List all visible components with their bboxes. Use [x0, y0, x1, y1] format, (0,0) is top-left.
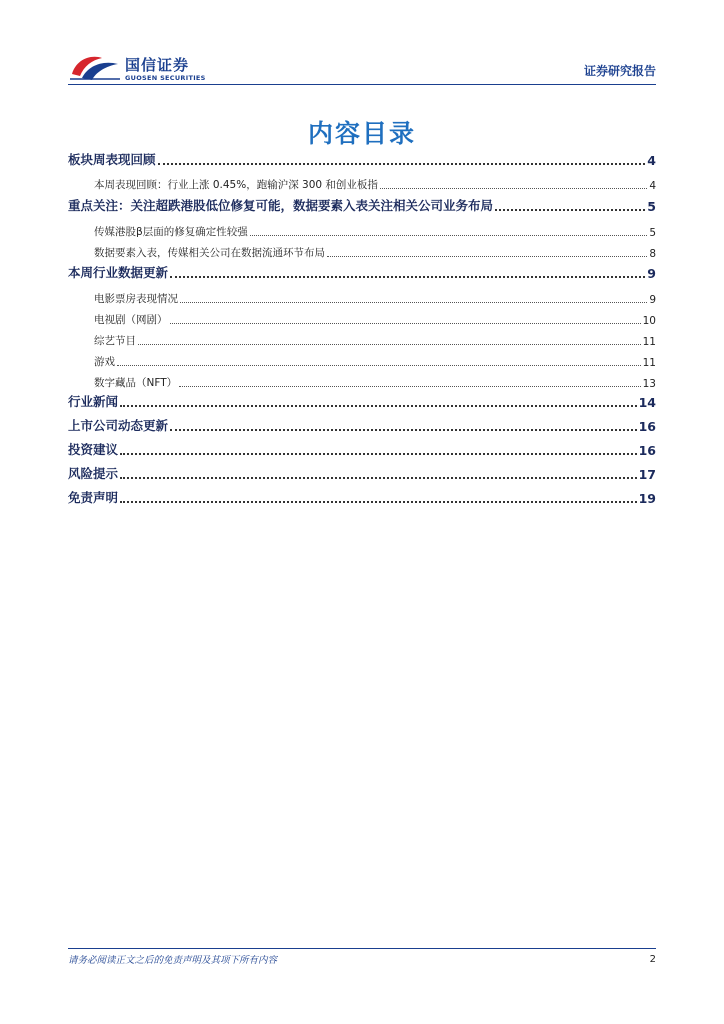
toc-entry-subsection[interactable] [68, 290, 656, 306]
company-logo [68, 52, 228, 86]
toc-dot-leader [138, 344, 641, 345]
toc-dot-leader [158, 163, 646, 165]
header-divider [68, 84, 656, 85]
toc-entry-section[interactable] [68, 263, 656, 281]
logo-text-cn: 国信证券 [125, 56, 190, 74]
toc-entry-page: 8 [649, 248, 656, 260]
toc-entry-section[interactable] [68, 464, 656, 482]
toc-entry-subsection[interactable] [68, 223, 656, 239]
toc-entry-subsection[interactable] [68, 353, 656, 369]
toc-entry-subsection[interactable] [68, 374, 656, 390]
toc-entry-subsection[interactable] [68, 244, 656, 260]
toc-entry-title: 板块周表现回顾 [68, 152, 156, 167]
page-number: 2 [649, 954, 656, 965]
toc-dot-leader [170, 429, 637, 431]
toc-title: 内容目录 [307, 119, 416, 148]
toc-entry-section[interactable] [68, 488, 656, 506]
toc-entry-page: 19 [638, 491, 656, 506]
toc-entry-page: 9 [647, 266, 656, 281]
toc-entry-page: 4 [649, 180, 656, 192]
toc-entry-subsection[interactable] [68, 332, 656, 348]
toc-entry-page: 11 [642, 357, 656, 369]
toc-dot-leader [120, 501, 637, 503]
toc-entry-section[interactable] [68, 440, 656, 458]
toc-entry-page: 9 [649, 294, 656, 306]
toc-dot-leader [179, 386, 641, 387]
toc-entry-page: 4 [647, 153, 656, 168]
toc-entry-title: 本周表现回顾：行业上涨 0.45%，跑输沪深 300 和创业板指 [94, 179, 378, 191]
toc-dot-leader [495, 209, 645, 211]
toc-entry-title: 风险提示 [68, 466, 119, 481]
toc-dot-leader [170, 276, 645, 278]
toc-entry-section[interactable] [68, 392, 656, 410]
toc-dot-leader [327, 256, 647, 257]
toc-entry-page: 5 [649, 227, 656, 239]
page-header [0, 0, 724, 90]
toc-entry-title: 本周行业数据更新 [68, 265, 169, 280]
toc-entry-subsection[interactable] [68, 311, 656, 327]
toc-entry-title: 游戏 [94, 356, 115, 368]
footer-disclaimer: 请务必阅读正文之后的免责声明及其项下所有内容 [68, 955, 278, 966]
toc-entry-title: 综艺节目 [94, 335, 136, 347]
logo-mark-icon [68, 52, 124, 82]
toc-entry-title: 数字藏品（NFT） [94, 377, 178, 389]
toc-entry-page: 14 [638, 395, 656, 410]
toc-entry-title: 电影票房表现情况 [94, 293, 178, 305]
toc-entry-page: 16 [638, 419, 656, 434]
toc-dot-leader [170, 323, 641, 324]
toc-dot-leader [120, 453, 637, 455]
toc-entry-section[interactable] [68, 196, 656, 214]
toc-entry-page: 10 [642, 315, 656, 327]
toc-entry-title: 投资建议 [68, 442, 119, 457]
toc-dot-leader [380, 188, 647, 189]
report-type-label: 证券研究报告 [583, 64, 656, 78]
toc-entry-page: 5 [647, 199, 656, 214]
toc-entry-title: 电视剧（网剧） [94, 314, 168, 326]
toc-dot-leader [120, 477, 637, 479]
toc-entry-title: 免责声明 [68, 490, 119, 505]
toc-dot-leader [180, 302, 647, 303]
toc-dot-leader [117, 365, 641, 366]
logo-text-en: GUOSEN SECURITIES [125, 74, 206, 82]
toc-entry-title: 传媒港股β层面的修复确定性较强 [94, 226, 248, 238]
toc-entry-page: 16 [638, 443, 656, 458]
toc-dot-leader [120, 405, 637, 407]
toc-entry-section[interactable] [68, 150, 656, 168]
toc-entry-page: 17 [638, 467, 656, 482]
toc-entry-page: 13 [642, 378, 656, 390]
toc-entry-section[interactable] [68, 416, 656, 434]
toc-entry-page: 11 [642, 336, 656, 348]
toc-entry-title: 重点关注：关注超跌港股低位修复可能，数据要素入表关注相关公司业务布局 [68, 198, 494, 213]
toc-dot-leader [250, 235, 648, 236]
toc-entry-title: 上市公司动态更新 [68, 418, 169, 433]
toc-entry-subsection[interactable] [68, 176, 656, 192]
footer-divider [68, 948, 656, 949]
toc-entry-title: 数据要素入表，传媒相关公司在数据流通环节布局 [94, 247, 325, 259]
toc-entry-title: 行业新闻 [68, 394, 119, 409]
